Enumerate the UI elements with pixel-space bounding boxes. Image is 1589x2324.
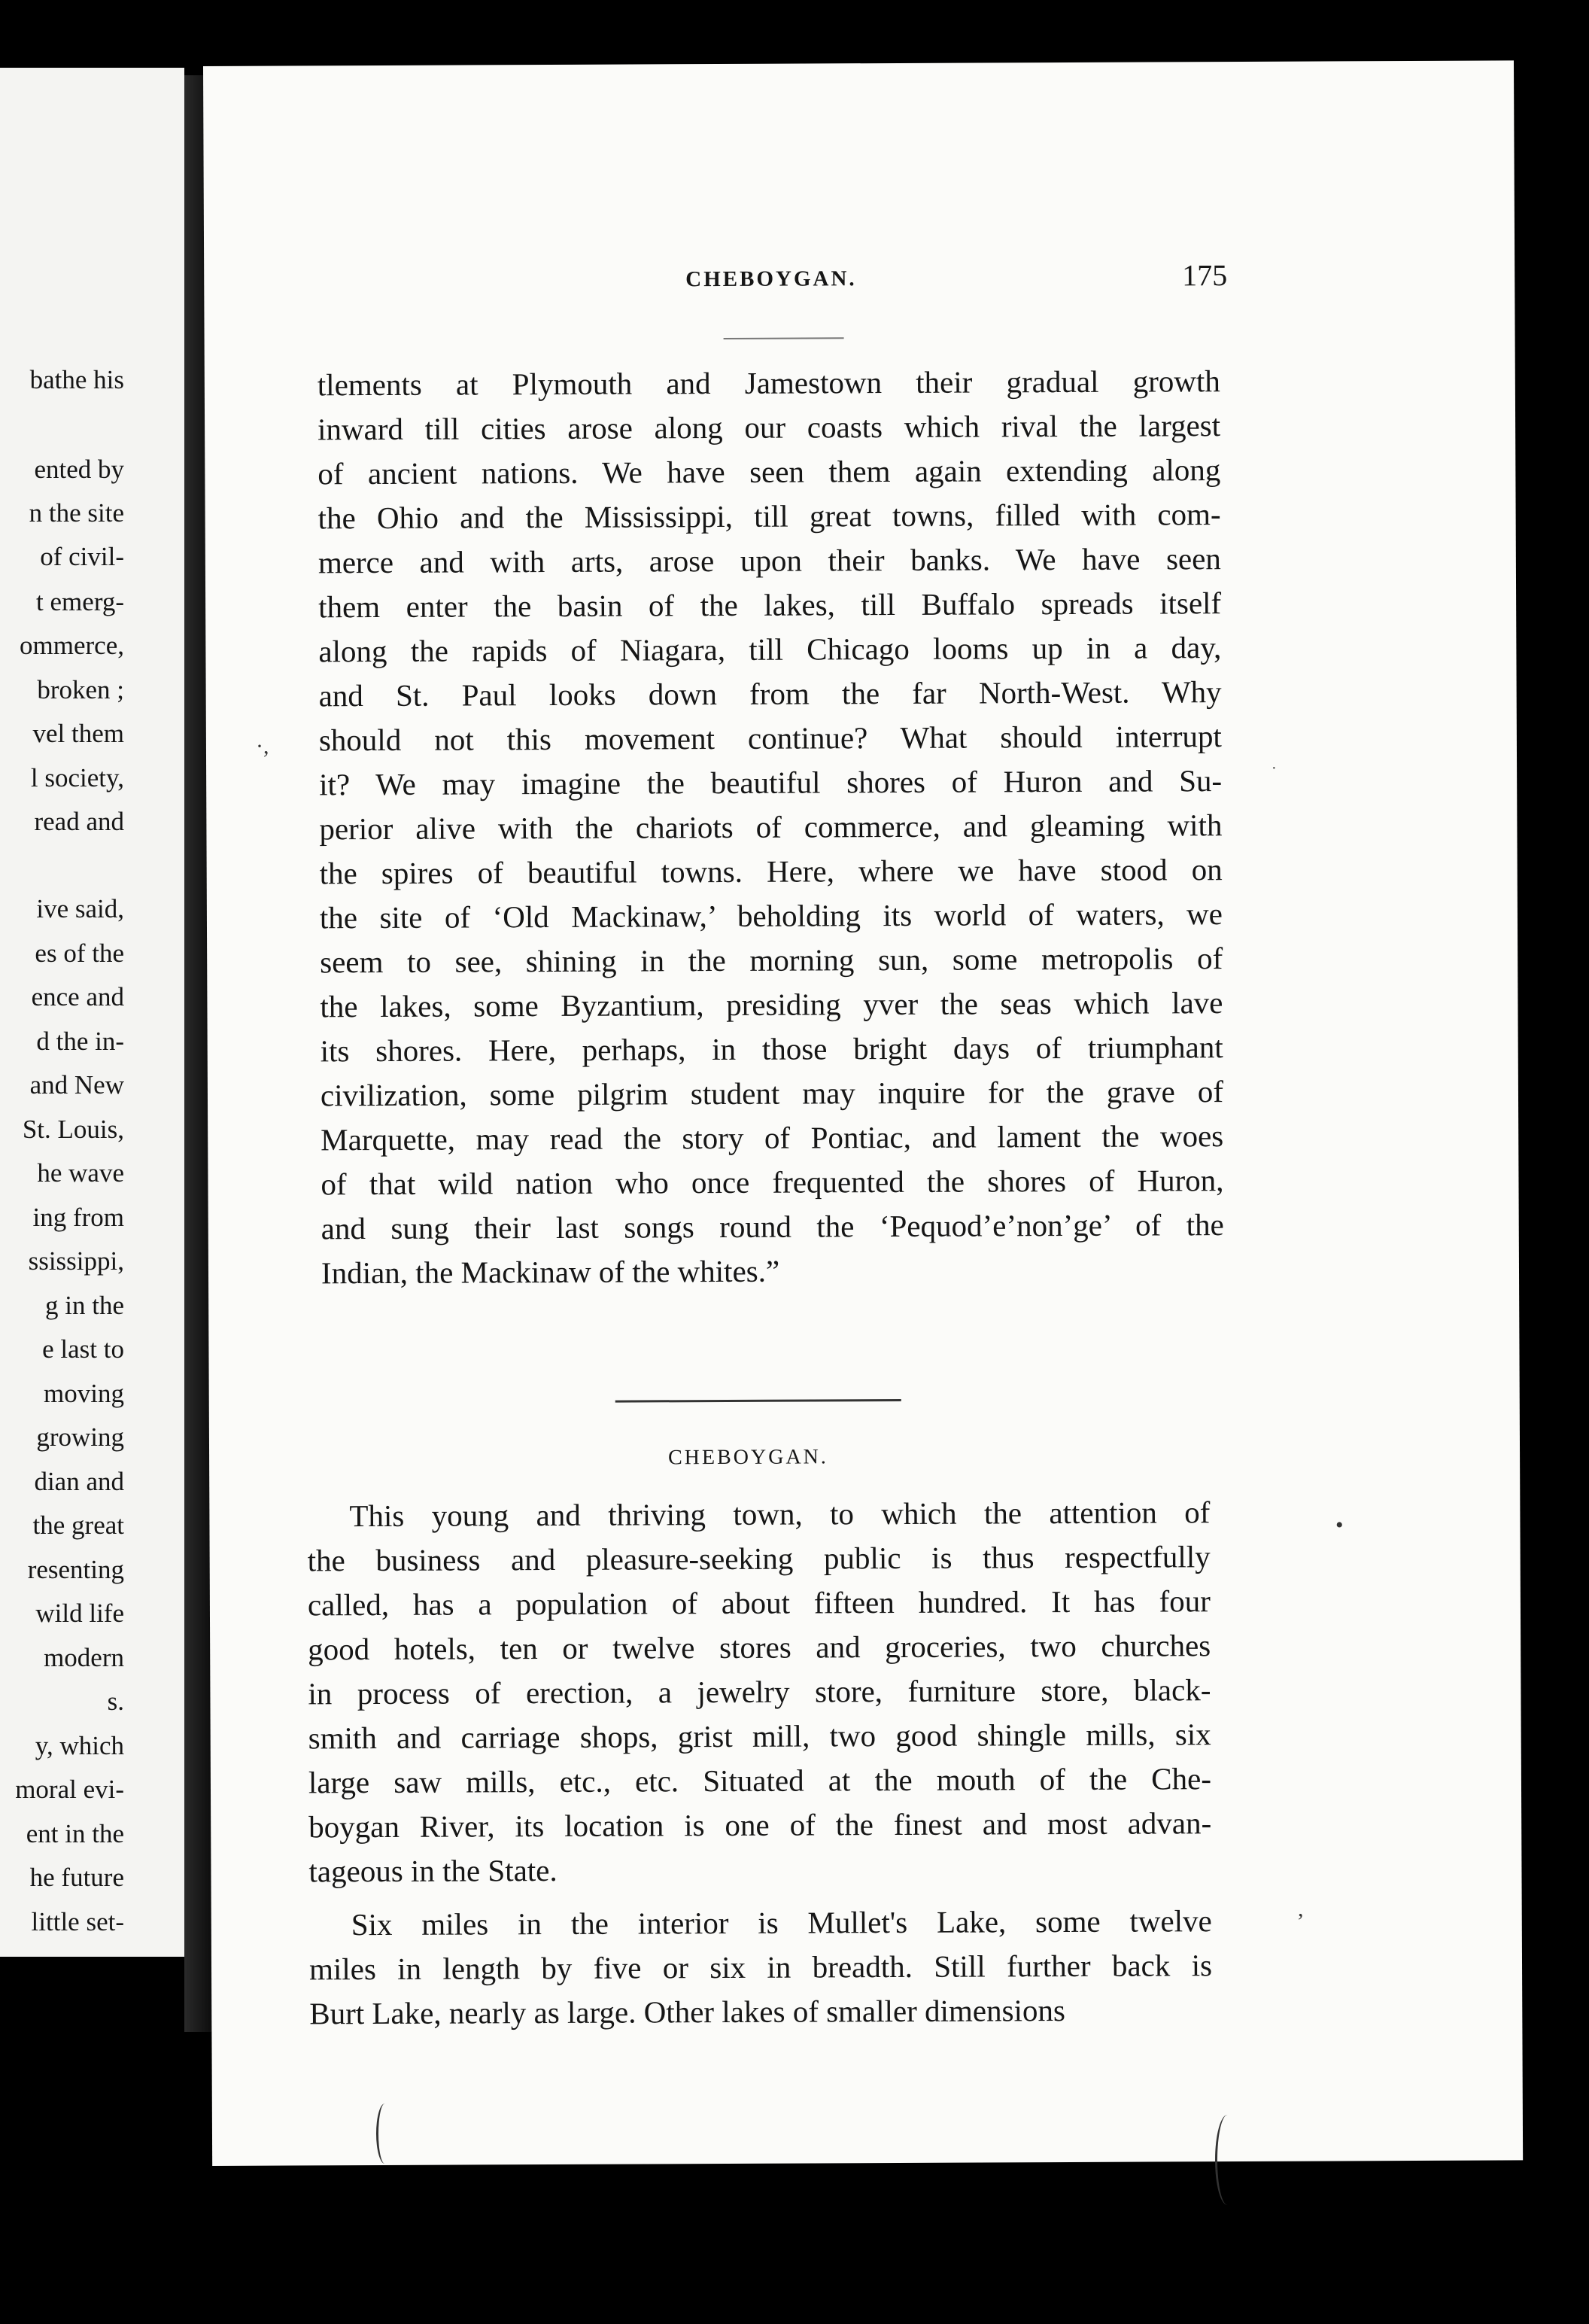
text-line: the spires of beautiful towns. Here, where we have stood on: [319, 852, 1223, 891]
text-line: Marquette, may read the story of Pontiac, and lament the woes: [321, 1118, 1224, 1157]
text-line: seem to see, shining in the morning sun, some metropolis of: [320, 941, 1223, 980]
left-page-line: broken ;: [37, 675, 124, 704]
left-page-line: e last to: [42, 1334, 124, 1364]
section-heading: CHEBOYGAN.: [668, 1445, 828, 1470]
left-page-line: read and: [34, 807, 124, 836]
quote-paragraph: [317, 359, 1224, 1295]
left-page-line: bathe his: [29, 365, 124, 394]
page-175: [203, 60, 1523, 2166]
left-page-line: resenting: [27, 1555, 124, 1584]
text-line: and St. Paul looks down from the far North-West. Why: [318, 674, 1222, 713]
text-line: This young and thriving town, to which the attention of: [349, 1495, 1211, 1534]
left-page-line: he future: [29, 1863, 124, 1892]
left-page-line: ssissippi,: [28, 1246, 124, 1276]
left-page-line: modern: [44, 1643, 124, 1672]
left-page-fragment: [0, 68, 184, 1957]
left-page-line: dian and: [34, 1467, 124, 1496]
left-page-line: ent in the: [26, 1819, 124, 1848]
left-page-line: ence and: [31, 982, 124, 1011]
left-page-line: d the in-: [36, 1027, 124, 1056]
left-page-line: t emerg-: [36, 587, 124, 616]
bottom-mark: [1215, 2115, 1240, 2205]
text-line: the site of ‘Old Mackinaw,’ beholding its world of waters, we: [319, 896, 1223, 935]
text-line: along the rapids of Niagara, till Chicago looms up in a day,: [318, 630, 1222, 669]
bottom-mark: [376, 2103, 393, 2164]
text-line: civilization, some pilgrim student may inquire for the grave of: [320, 1074, 1224, 1113]
text-line: and sung their last songs round the ‘Pequod’e’non’ge’ of the: [321, 1207, 1224, 1246]
text-line: large saw mills, etc., etc. Situated at the mouth of the Che-: [308, 1761, 1212, 1800]
text-line: Six miles in the interior is Mullet's Lake, some twelve: [351, 1903, 1212, 1942]
left-page-line: l society,: [30, 763, 124, 792]
left-page-line: s.: [107, 1687, 124, 1716]
text-line: of ancient nations. We have seen them again extending along: [317, 452, 1221, 491]
left-page-line: wild life: [35, 1599, 124, 1628]
left-page-line: ented by: [34, 455, 124, 484]
left-page-line: St. Louis,: [22, 1115, 124, 1144]
text-line: of that wild nation who once frequented the shores of Huron,: [321, 1163, 1224, 1202]
text-line: tageous in the State.: [308, 1852, 558, 1889]
left-page-line: n the site: [29, 498, 124, 528]
text-line: it? We may imagine the beautiful shores of Huron and Su-: [319, 763, 1223, 802]
section-divider: [615, 1399, 901, 1403]
left-page-line: g in the: [45, 1291, 124, 1320]
text-line: Burt Lake, nearly as large. Other lakes of smaller dimensions: [309, 1993, 1065, 2031]
margin-mark: ·: [1272, 760, 1277, 777]
section-body: [307, 1490, 1212, 2036]
margin-mark: •: [1335, 1513, 1344, 1538]
text-line: in process of erection, a jewelry store, furniture store, black-: [308, 1672, 1211, 1711]
text-line: Indian, the Mackinaw of the whites.”: [321, 1253, 780, 1291]
text-line: miles in length by five or six in breadth. Still further back is: [308, 1948, 1213, 1987]
running-header: CHEBOYGAN.: [685, 266, 857, 292]
left-page-line: little set-: [31, 1907, 124, 1936]
margin-mark: ,: [1298, 1897, 1304, 1921]
left-page-line: and New: [29, 1070, 124, 1100]
text-line: inward till cities arose along our coasts which rival the largest: [317, 408, 1221, 447]
text-line: the lakes, some Byzantium, presiding yver the seas which lave: [320, 985, 1223, 1024]
text-line: its shores. Here, perhaps, in those bright days of triumphant: [320, 1030, 1223, 1069]
left-page-line: the great: [32, 1510, 124, 1540]
left-page-line: y, which: [35, 1731, 124, 1760]
left-page-line: moving: [44, 1379, 124, 1408]
left-page-line: growing: [36, 1422, 124, 1452]
margin-mark: ·,: [256, 734, 269, 759]
text-line: should not this movement continue? What should interrupt: [318, 719, 1222, 758]
left-page-line: ing from: [32, 1203, 124, 1232]
left-page-line: moral evi-: [15, 1775, 124, 1804]
text-line: them enter the basin of the lakes, till Buffalo spreads itself: [318, 586, 1222, 625]
left-page-line: he wave: [37, 1158, 124, 1188]
text-line: boygan River, its location is one of the finest and most advan-: [308, 1805, 1212, 1845]
text-line: perior alive with the chariots of commerce, and gleaming with: [319, 808, 1223, 847]
header-rule: [724, 337, 844, 339]
text-line: good hotels, ten or twelve stores and groceries, two churches: [308, 1628, 1211, 1667]
text-line: merce and with arts, arose upon their banks. We have seen: [317, 541, 1221, 580]
text-line: the Ohio and the Mississippi, till great towns, filled with com-: [317, 497, 1221, 536]
page-number: 175: [1182, 258, 1228, 293]
text-line: tlements at Plymouth and Jamestown their gradual growth: [317, 364, 1220, 403]
left-page-line: vel them: [32, 719, 124, 748]
left-page-line: ive said,: [36, 894, 124, 923]
text-line: smith and carriage shops, grist mill, two good shingle mills, six: [308, 1717, 1211, 1756]
text-line: called, has a population of about fifteen hundred. It has four: [307, 1583, 1211, 1623]
left-page-line: of civil-: [40, 542, 124, 571]
left-page-line: es of the: [35, 938, 124, 968]
text-line: the business and pleasure-seeking public is thus respectfully: [307, 1539, 1211, 1578]
left-page-line: ommerce,: [20, 631, 124, 660]
